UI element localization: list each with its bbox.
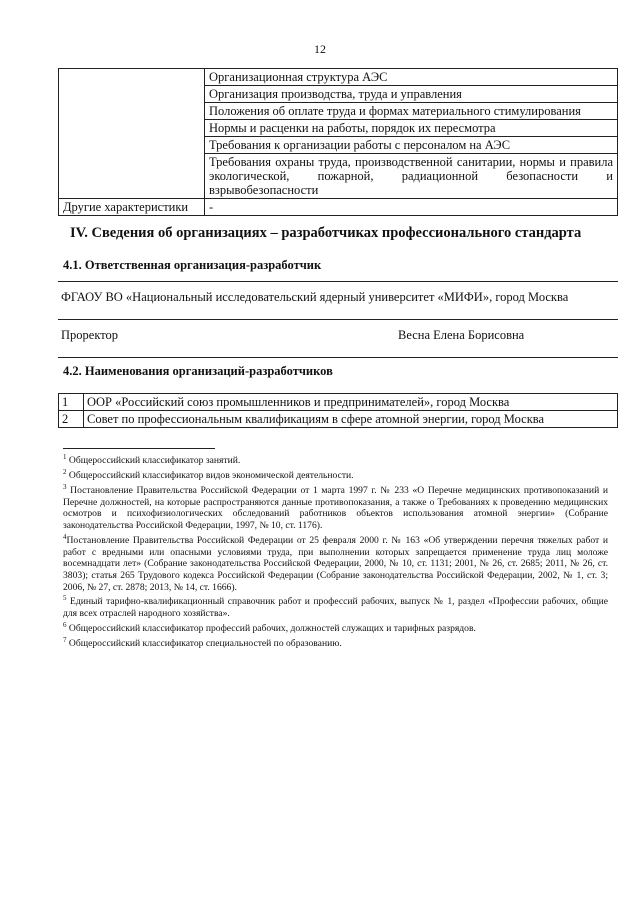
footnote [63, 620, 608, 635]
footnote-mark: 3 [63, 482, 67, 491]
table-row [59, 199, 618, 216]
footnote-text: Общероссийский классификатор занятий. [66, 455, 241, 467]
footnote-text: Общероссийский классификатор специальностей по образованию. [66, 638, 342, 650]
table-row [59, 411, 618, 428]
other-characteristics-label: Другие характеристики [59, 199, 205, 216]
footnote [63, 482, 608, 532]
table-row [59, 69, 618, 86]
footnote-mark: 4 [63, 532, 67, 541]
table-cell: Положения об оплате труда и формах материального стимулирования [205, 103, 618, 120]
table-cell: Требования охраны труда, производственной санитарии, нормы и правила экологической, пожарной, радиационной безопасности и взрывобезопасности [205, 154, 618, 199]
table-cell: Организация производства, труда и управления [205, 86, 618, 103]
footnote-mark: 5 [63, 594, 67, 603]
table-cell: Нормы и расценки на работы, порядок их пересмотра [205, 120, 618, 137]
subsection-title-responsible-org: 4.1. Ответственная организация-разработчик [63, 258, 322, 272]
footnote [63, 635, 608, 650]
footnote-separator [63, 448, 215, 449]
subsection-title-developers: 4.2. Наименования организаций-разработчиков [63, 364, 333, 378]
footnote-text: Единый тарифно-квалификационный справочник работ и профессий рабочих, выпуск № 1, раздел «Профессии рабочих, общие для всех отраслей народного хозяйства». [63, 596, 608, 620]
footnote-mark: 1 [63, 453, 67, 461]
developers-table [58, 393, 618, 428]
footnote [63, 452, 608, 467]
footnote-mark: 2 [63, 467, 67, 476]
signatory-position: Проректор [61, 328, 119, 342]
section-title: IV. Сведения об организациях – разработчиках профессионального стандарта [70, 225, 582, 241]
table-row [59, 394, 618, 411]
table-cell-empty [59, 69, 205, 199]
signatory-name: Весна Елена Борисовна [398, 328, 525, 342]
signatory-row [58, 320, 618, 358]
footnote-mark: 7 [63, 635, 67, 644]
developer-name: ООР «Российский союз промышленников и предпринимателей», город Москва [84, 394, 618, 411]
table-cell: Требования к организации работы с персоналом на АЭС [205, 137, 618, 154]
footnote-mark: 6 [63, 621, 67, 630]
developer-name: Совет по профессиональным квалификациям в сфере атомной энергии, город Москва [84, 411, 618, 428]
developer-number: 2 [59, 411, 84, 428]
footnote [63, 593, 608, 620]
page-number: 12 [314, 42, 326, 56]
responsible-org-table [58, 281, 618, 358]
requirements-table [58, 68, 618, 216]
developer-number: 1 [59, 394, 84, 411]
footnotes [63, 452, 608, 650]
table-cell: Организационная структура АЭС [205, 69, 618, 86]
table-row [58, 320, 618, 358]
footnote-text: Постановление Правительства Российской Федерации от 1 марта 1997 г. № 233 «О Перечне медицинских противопоказаний и Перечне должностей, на которые распространяются данные противопоказания, а также о Требованиях к проведению медицинских осмотров и психофизиологических обследований работников объектов использования атомной энергии» (Собрание законодательства Российской Федерации, 1997, № 10, ст. 1176). [63, 484, 608, 532]
footnote-text: Общероссийский классификатор профессий рабочих, должностей служащих и тарифных разрядов. [66, 623, 476, 635]
org-name: ФГАОУ ВО «Национальный исследовательский ядерный университет «МИФИ», город Москва [58, 282, 618, 320]
other-characteristics-value: - [205, 199, 618, 216]
footnote [63, 532, 608, 594]
footnote-text: Постановление Правительства Российской Федерации от 25 февраля 2000 г. № 163 «Об утверждении перечня тяжелых работ и работ с вредными или опасными условиями труда, при выполнении которых запрещается применение труда лиц моложе восемнадцати лет» (Собрание законодательства Российской Федерации, 2000, № 10, ст. 1131; 2001, № 26, ст. 2685; 2011, № 26, ст. 3803); статья 265 Трудового кодекса Российской Федерации (Собрание законодательства Российской Федерации, 2002, № 1, ст. 3; 2006, № 27, ст. 2878; 2013, № 14, ст. 1666). [63, 534, 608, 593]
footnote-text: Общероссийский классификатор видов экономической деятельности. [66, 470, 354, 482]
footnote [63, 467, 608, 482]
table-row [58, 282, 618, 320]
